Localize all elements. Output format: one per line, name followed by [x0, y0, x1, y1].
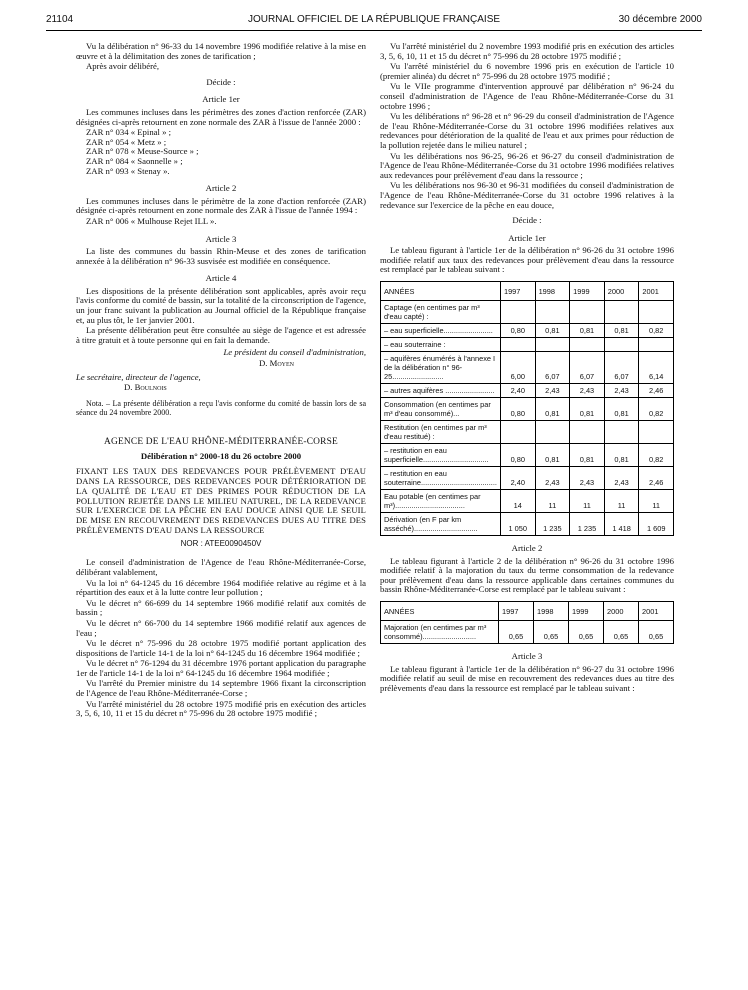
zar-item: ZAR n° 078 « Meuse-Source » ; — [86, 146, 199, 157]
zar-item: ZAR n° 093 « Stenay ». — [86, 165, 170, 176]
row-label: – autres aquifères ........................ — [381, 384, 501, 398]
table-cell: 0,82 — [639, 398, 674, 421]
paragraph: Les communes incluses dans le périmètre de la zone d'action renforcée (ZAR) désignée ci-après retournent en zone normale des ZAR à l'issue de l'année 1994 : — [76, 195, 366, 216]
table-body — [381, 301, 674, 536]
paragraph: Vu l'arrêté ministériel du 6 novembre 1996 pris en exécution de l'article 10 (premier alinéa) du décret n° 75-996 du 28 octobre 1975 modifié ; — [380, 61, 674, 81]
column-header: 1997 — [500, 282, 535, 301]
table-cell — [535, 421, 570, 444]
paragraph: Le tableau figurant à l'article 2 de la délibération n° 96-26 du 31 octobre 1996 modifiée relatif à la majoration du taux du terme consommation de la redevance pour prélèvement d'eau dans la ressource applicable dans certaines communes du bassin Rhône-Méditerranée-Corse est remplacé par le tableau suivant : — [380, 555, 674, 595]
table-cell: 11 — [604, 490, 639, 513]
table-cell: 0,65 — [569, 621, 604, 644]
paragraph: Vu les délibérations nos 96-30 et 96-31 modifiées du conseil d'administration de l'Agence de l'eau Rhône-Méditerranée-Corse du 31 octobre 1996 relatives à la redevance sur l'exercice de la pêche en eau douce, — [380, 180, 674, 210]
table-cell: 2,40 — [500, 467, 535, 490]
table-header-row — [381, 282, 674, 301]
majoration-table — [380, 601, 674, 644]
president-title: Le président du conseil d'administration, — [223, 347, 366, 358]
row-label: Dérivation (en F par km asséché)............................... — [381, 513, 501, 536]
paragraph: La liste des communes du bassin Rhin-Meuse et des zones de tarification annexée à la délibération n° 96-33 susvisée est modifiée en conséquence. — [76, 246, 366, 266]
paragraph: Vu le décret n° 76-1294 du 31 décembre 1976 portant application du paragraphe 1er de l'article 14-1 de la loi n° 64-1245 du 16 décembre 1964 modifiée ; — [76, 658, 366, 678]
table-cell: 2,46 — [639, 467, 674, 490]
table-cell: 6,14 — [639, 352, 674, 384]
paragraph: Vu les délibérations n° 96-28 et n° 96-29 du conseil d'administration de l'Agence de l'eau Rhône-Méditerranée-Corse du 31 octobre 1996 modifiées relatives aux redevances pour détérioration de la qualité de l'eau et aux primes pour réduction de la pollution rejetée dans le milieu naturel ; — [380, 111, 674, 150]
agency-heading: AGENCE DE L'EAU RHÔNE-MÉDITERRANÉE-CORSE — [104, 437, 338, 447]
table-cell: 0,81 — [604, 324, 639, 338]
zar-item: ZAR n° 054 « Metz » ; — [86, 136, 167, 147]
table-cell: 6,07 — [570, 352, 605, 384]
table-cell: 6,00 — [500, 352, 535, 384]
column-header: 2000 — [604, 282, 639, 301]
deliberation-subject: FIXANT LES TAUX DES REDEVANCES POUR PRÉLÈVEMENT D'EAU DANS LA RESSOURCE, DES REDEVANCES POUR DÉTÉRIORATION DE LA QUALITÉ DE L'EAU ET DES PRIMES POUR RÉDUCTION DE LA POLLUTION REJETÉE DANS LE MILIEU NATUREL, DE LA REDEVANCE SUR L'EXERCICE DE LA PÊCHE EN EAU DOUCE AINSI QUE LE SEUIL DE MISE EN RECOUVREMENT DES REDEVANCES DUES AU TITRE DES PRÉLÈVEMENTS D'EAU DANS LA RESSOURCE — [76, 466, 366, 535]
table-cell: 0,81 — [604, 398, 639, 421]
table-cell: 1 235 — [535, 513, 570, 536]
zar-item: ZAR n° 006 « Mulhouse Rejet ILL ». — [86, 215, 217, 226]
table-cell: 2,40 — [500, 384, 535, 398]
table-cell: 0,80 — [500, 398, 535, 421]
row-label: Captage (en centimes par m³ d'eau capté) : — [381, 301, 501, 324]
row-label: – restitution en eau souterraine..................................... — [381, 467, 501, 490]
table-row — [381, 513, 674, 536]
president-name: D. Moyen — [258, 358, 294, 369]
table-header-row — [381, 602, 674, 621]
nota: Nota. – La présente délibération a reçu l'avis conforme du comité de bassin lors de sa séance du 24 novembre 2000. — [76, 398, 366, 418]
column-header: 1998 — [534, 602, 569, 621]
table-row — [381, 421, 674, 444]
table-cell: 2,43 — [570, 467, 605, 490]
table-cell — [604, 338, 639, 352]
paragraph: Le conseil d'administration de l'Agence de l'eau Rhône-Méditerranée-Corse, délibérant valablement, — [76, 557, 366, 577]
paragraph: Le tableau figurant à l'article 1er de la délibération n° 96-26 du 31 octobre 1996 modifiée relatif aux taux des redevances pour prélèvement d'eau dans la ressource est remplacé par le tableau suivant : — [380, 245, 674, 275]
left-column — [76, 42, 366, 720]
column-header: 1999 — [570, 282, 605, 301]
table-cell — [570, 338, 605, 352]
table-cell — [570, 421, 605, 444]
table-row — [381, 352, 674, 384]
column-header: ANNÉES — [381, 282, 501, 301]
paragraph: Les dispositions de la présente délibération sont applicables, après avoir reçu l'avis conforme du comité de bassin, sur la totalité de la circonscription de l'agence, un jour franc suivant la publication au Journal officiel de la République française et, au plus tôt, le 1er janvier 2001. — [76, 285, 366, 325]
table-row — [381, 301, 674, 324]
table-cell: 0,65 — [639, 621, 674, 644]
row-label: Eau potable (en centimes par m³).................................. — [381, 490, 501, 513]
table-cell: 6,07 — [535, 352, 570, 384]
column-header: 2001 — [639, 282, 674, 301]
table-cell: 0,81 — [535, 444, 570, 467]
table-cell: 0,81 — [535, 398, 570, 421]
row-label: – eau superficielle........................ — [381, 324, 501, 338]
table-cell — [604, 421, 639, 444]
table-cell: 0,81 — [535, 324, 570, 338]
table-cell: 1 235 — [570, 513, 605, 536]
right-column — [380, 42, 674, 694]
table-cell: 11 — [570, 490, 605, 513]
article-heading: Article 4 — [205, 273, 237, 284]
decide-heading: Décide : — [206, 76, 236, 87]
deliberation-title: Délibération n° 2000-18 du 26 octobre 2000 — [140, 450, 302, 461]
table-cell — [639, 421, 674, 444]
secretary-title: Le secrétaire, directeur de l'agence, — [76, 371, 201, 382]
table-cell: 0,81 — [570, 444, 605, 467]
table-row — [381, 490, 674, 513]
column-header: 1997 — [499, 602, 534, 621]
journal-title: JOURNAL OFFICIEL DE LA RÉPUBLIQUE FRANÇAISE — [247, 14, 501, 25]
table-cell: 6,07 — [604, 352, 639, 384]
secretary-name: D. Boulnois — [124, 382, 167, 393]
paragraph: Vu l'arrêté ministériel du 2 novembre 1993 modifié pris en exécution des articles 3, 5, 6, 10, 11 et 15 du décret n° 75-996 du 28 octobre 1975 modifié ; — [380, 41, 674, 61]
table-cell: 2,43 — [604, 384, 639, 398]
table-cell: 0,65 — [499, 621, 534, 644]
row-label: – aquifères énumérés à l'annexe I de la délibération n° 96-25......................... — [381, 352, 501, 384]
table-cell: 2,43 — [604, 467, 639, 490]
row-label: – eau souterraine : — [381, 338, 501, 352]
table-row — [381, 384, 674, 398]
paragraph: Vu l'arrêté du Premier ministre du 14 septembre 1966 fixant la circonscription de l'Agence de l'eau Rhône-Méditerranée-Corse ; — [76, 678, 366, 699]
column-header: 2001 — [639, 602, 674, 621]
rates-table — [380, 281, 674, 536]
table-cell — [604, 301, 639, 324]
table-cell — [639, 301, 674, 324]
table-row — [381, 467, 674, 490]
column-header: 1998 — [535, 282, 570, 301]
paragraph: Les communes incluses dans les périmètres des zones d'action renforcée (ZAR) désignées ci-après retournent en zone normale des ZAR à l'issue de l'année 2000 : — [76, 106, 366, 127]
table-cell: 14 — [500, 490, 535, 513]
table-row — [381, 324, 674, 338]
table-cell: 11 — [535, 490, 570, 513]
paragraph: Le tableau figurant à l'article 1er de la délibération n° 96-27 du 31 octobre 1996 modifiée relatif au seuil de mise en recouvrement des redevances dues au titre des prélèvements d'eau dans la ressource est remplacé par le tableau suivant : — [380, 663, 674, 693]
table-cell: 2,43 — [535, 384, 570, 398]
table-cell — [535, 301, 570, 324]
table-row — [381, 621, 674, 644]
article-heading: Article 3 — [511, 651, 543, 662]
table-cell: 2,43 — [535, 467, 570, 490]
table-cell: 0,81 — [604, 444, 639, 467]
table-cell: 1 050 — [500, 513, 535, 536]
table-cell: 0,80 — [500, 444, 535, 467]
paragraph: Vu le décret n° 75-996 du 28 octobre 1975 modifié portant application des dispositions de l'article 14-1 de la loi n° 64-1245 du 16 décembre 1964 modifiée ; — [76, 638, 366, 658]
paragraph: Vu l'arrêté ministériel du 28 octobre 1975 modifié pris en exécution des articles 3, 5, 6, 10, 11 et 15 du décret n° 75-996 du 28 octobre 1975 modifié ; — [76, 698, 366, 719]
table-cell: 1 609 — [639, 513, 674, 536]
zar-item: ZAR n° 084 « Saonnelle » ; — [86, 155, 183, 166]
paragraph: Vu la délibération n° 96-33 du 14 novembre 1996 modifiée relative à la mise en œuvre et à la délimitation des zones de tarification ; — [76, 41, 366, 61]
table-cell: 11 — [639, 490, 674, 513]
row-label: Restitution (en centimes par m³ d'eau restitué) : — [381, 421, 501, 444]
article-heading: Article 2 — [511, 543, 543, 554]
article-heading: Article 3 — [205, 233, 237, 244]
row-label: – restitution en eau superficielle................................ — [381, 444, 501, 467]
table-cell: 0,80 — [500, 324, 535, 338]
nor-reference: NOR : ATEE0090450V — [180, 538, 262, 548]
decide-heading: Décide : — [512, 215, 542, 226]
column-header: 2000 — [604, 602, 639, 621]
paragraph: Vu le VIIe programme d'intervention approuvé par délibération n° 96-24 du conseil d'administration de l'Agence de l'eau Rhône-Méditerranée-Corse du 31 octobre 1996 ; — [380, 81, 674, 111]
zar-item: ZAR n° 034 « Epinal » ; — [86, 127, 172, 138]
article-heading: Article 1er — [202, 94, 240, 105]
article-heading: Article 1er — [508, 232, 546, 243]
table-cell: 0,82 — [639, 324, 674, 338]
table-body — [381, 621, 674, 644]
table-cell: 1 418 — [604, 513, 639, 536]
table-cell: 2,46 — [639, 384, 674, 398]
table-cell — [570, 301, 605, 324]
table-row — [381, 338, 674, 352]
paragraph: Vu le décret n° 66-700 du 14 septembre 1966 modifié relatif aux agences de l'eau ; — [76, 617, 366, 638]
paragraph: Vu la loi n° 64-1245 du 16 décembre 1964 modifiée relative au régime et à la répartition des eaux et à la lutte contre leur pollution ; — [76, 577, 366, 598]
paragraph: La présente délibération peut être consultée au siège de l'agence et est adressée à titre gratuit et à toute personne qui en fait la demande. — [76, 325, 366, 345]
table-cell — [500, 301, 535, 324]
table-cell — [535, 338, 570, 352]
table-row — [381, 398, 674, 421]
table-cell: 0,65 — [534, 621, 569, 644]
table-cell: 0,65 — [604, 621, 639, 644]
article-heading: Article 2 — [205, 183, 237, 194]
table-cell — [639, 338, 674, 352]
table-cell — [500, 421, 535, 444]
column-header: 1999 — [569, 602, 604, 621]
table-cell: 0,81 — [570, 324, 605, 338]
paragraph: Vu le décret n° 66-699 du 14 septembre 1966 modifié relatif aux comités de bassin ; — [76, 597, 366, 618]
paragraph: Vu les délibérations nos 96-25, 96-26 et 96-27 du conseil d'administration de l'Agence de l'eau Rhône-Méditerranée-Corse du 31 octobre 1996 modifiées relatives aux redevances pour prélèvement d'eau dans la ressource ; — [380, 150, 674, 180]
table-cell: 0,82 — [639, 444, 674, 467]
table-cell: 0,81 — [570, 398, 605, 421]
table-cell: 2,43 — [570, 384, 605, 398]
table-cell — [500, 338, 535, 352]
column-header: ANNÉES — [381, 602, 499, 621]
issue-date: 30 décembre 2000 — [618, 14, 702, 25]
row-label: Majoration (en centimes par m³ consommé).......................... — [381, 621, 499, 644]
paragraph: Après avoir délibéré, — [86, 61, 160, 72]
table-row — [381, 444, 674, 467]
page-number: 21104 — [46, 14, 74, 25]
row-label: Consommation (en centimes par m³ d'eau consommé)... — [381, 398, 501, 421]
page-header — [46, 10, 702, 31]
